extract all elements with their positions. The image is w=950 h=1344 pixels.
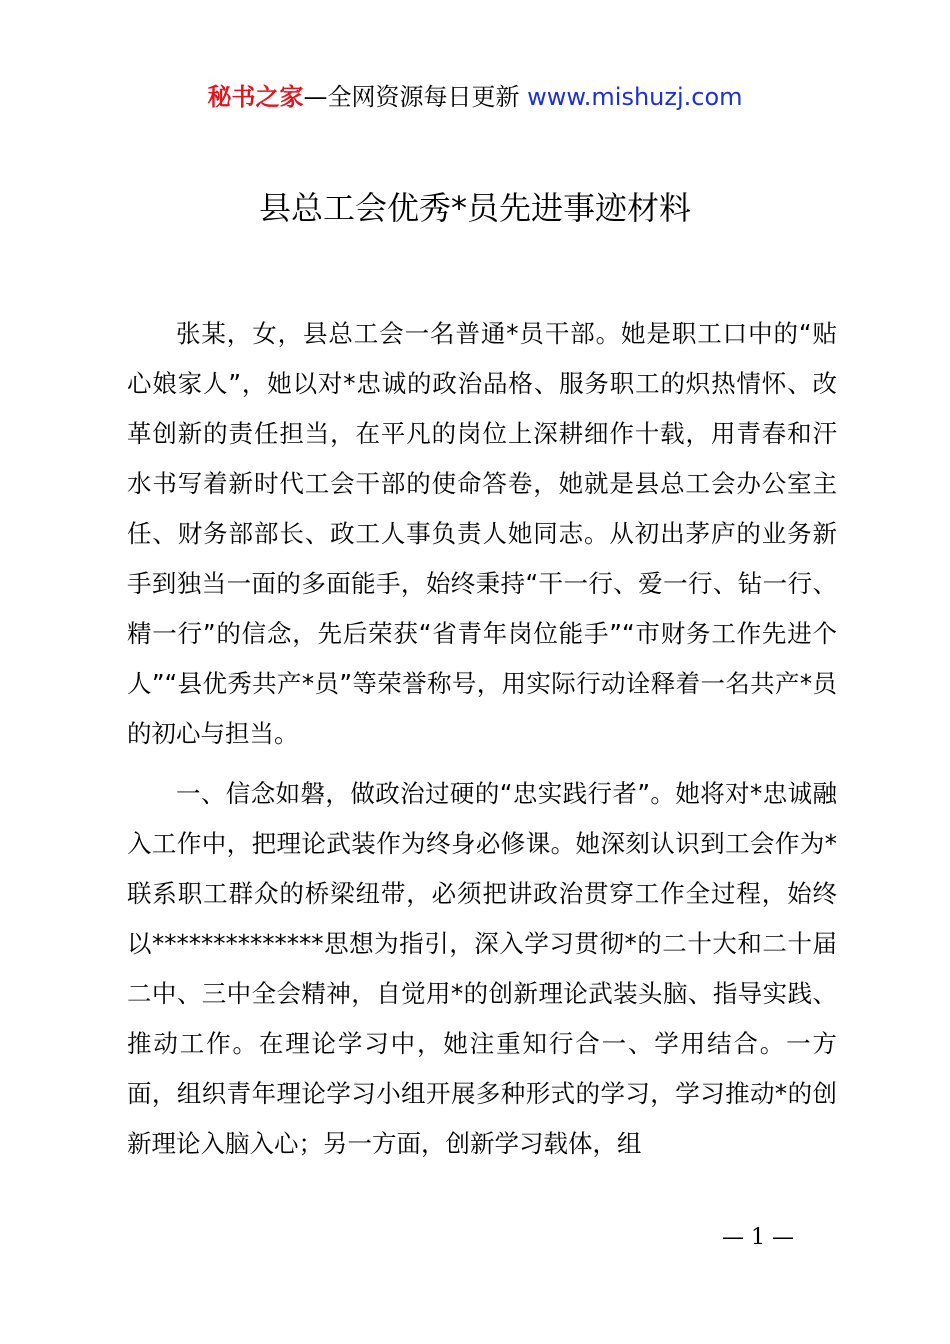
page-number: — 1 — xyxy=(722,1225,794,1250)
paragraph-section-one: 一、信念如磐，做政治过硬的“忠实践行者”。她将对*忠诚融入工作中，把理论武装作为终身必修课。她深刻认识到工会作为*联系职工群众的桥梁纽带，必须把讲政治贯穿工作全过程，始终以**************思想为指引，深入学习贯彻*的二十大和二十届二中、三中全会精神，自觉用*的创新理论武装头脑、指导实践、推动工作。在理论学习中，她注重知行合一、学用结合。一方面，组织青年理论学习小组开展多种形式的学习，学习推动*的创新理论入脑入心；另一方面，创新学习载体，组 xyxy=(127,779,837,1158)
site-banner xyxy=(0,80,950,114)
paragraph-intro: 张某，女，县总工会一名普通*员干部。她是职工口中的“贴心娘家人”，她以对*忠诚的政治品格、服务职工的炽热情怀、改革创新的责任担当，在平凡的岗位上深耕细作十载，用青春和汗水书写着新时代工会干部的使命答卷，她就是县总工会办公室主任、财务部部长、政工人事负责人她同志。从初出茅庐的业务新手到独当一面的多面能手，始终秉持“干一行、爱一行、钻一行、精一行”的信念，先后荣获“省青年岗位能手”“市财务工作先进个人”“县优秀共产*员”等荣誉称号，用实际行动诠释着一名共产*员的初心与担当。 xyxy=(127,319,837,748)
banner-tagline: —全网资源每日更新 xyxy=(303,83,528,111)
banner-url-link[interactable]: www.mishuzj.com xyxy=(527,83,743,111)
document-body xyxy=(127,309,837,1169)
document-title: 县总工会优秀*员先进事迹材料 xyxy=(258,189,691,227)
banner-brand: 秘书之家 xyxy=(207,83,304,111)
